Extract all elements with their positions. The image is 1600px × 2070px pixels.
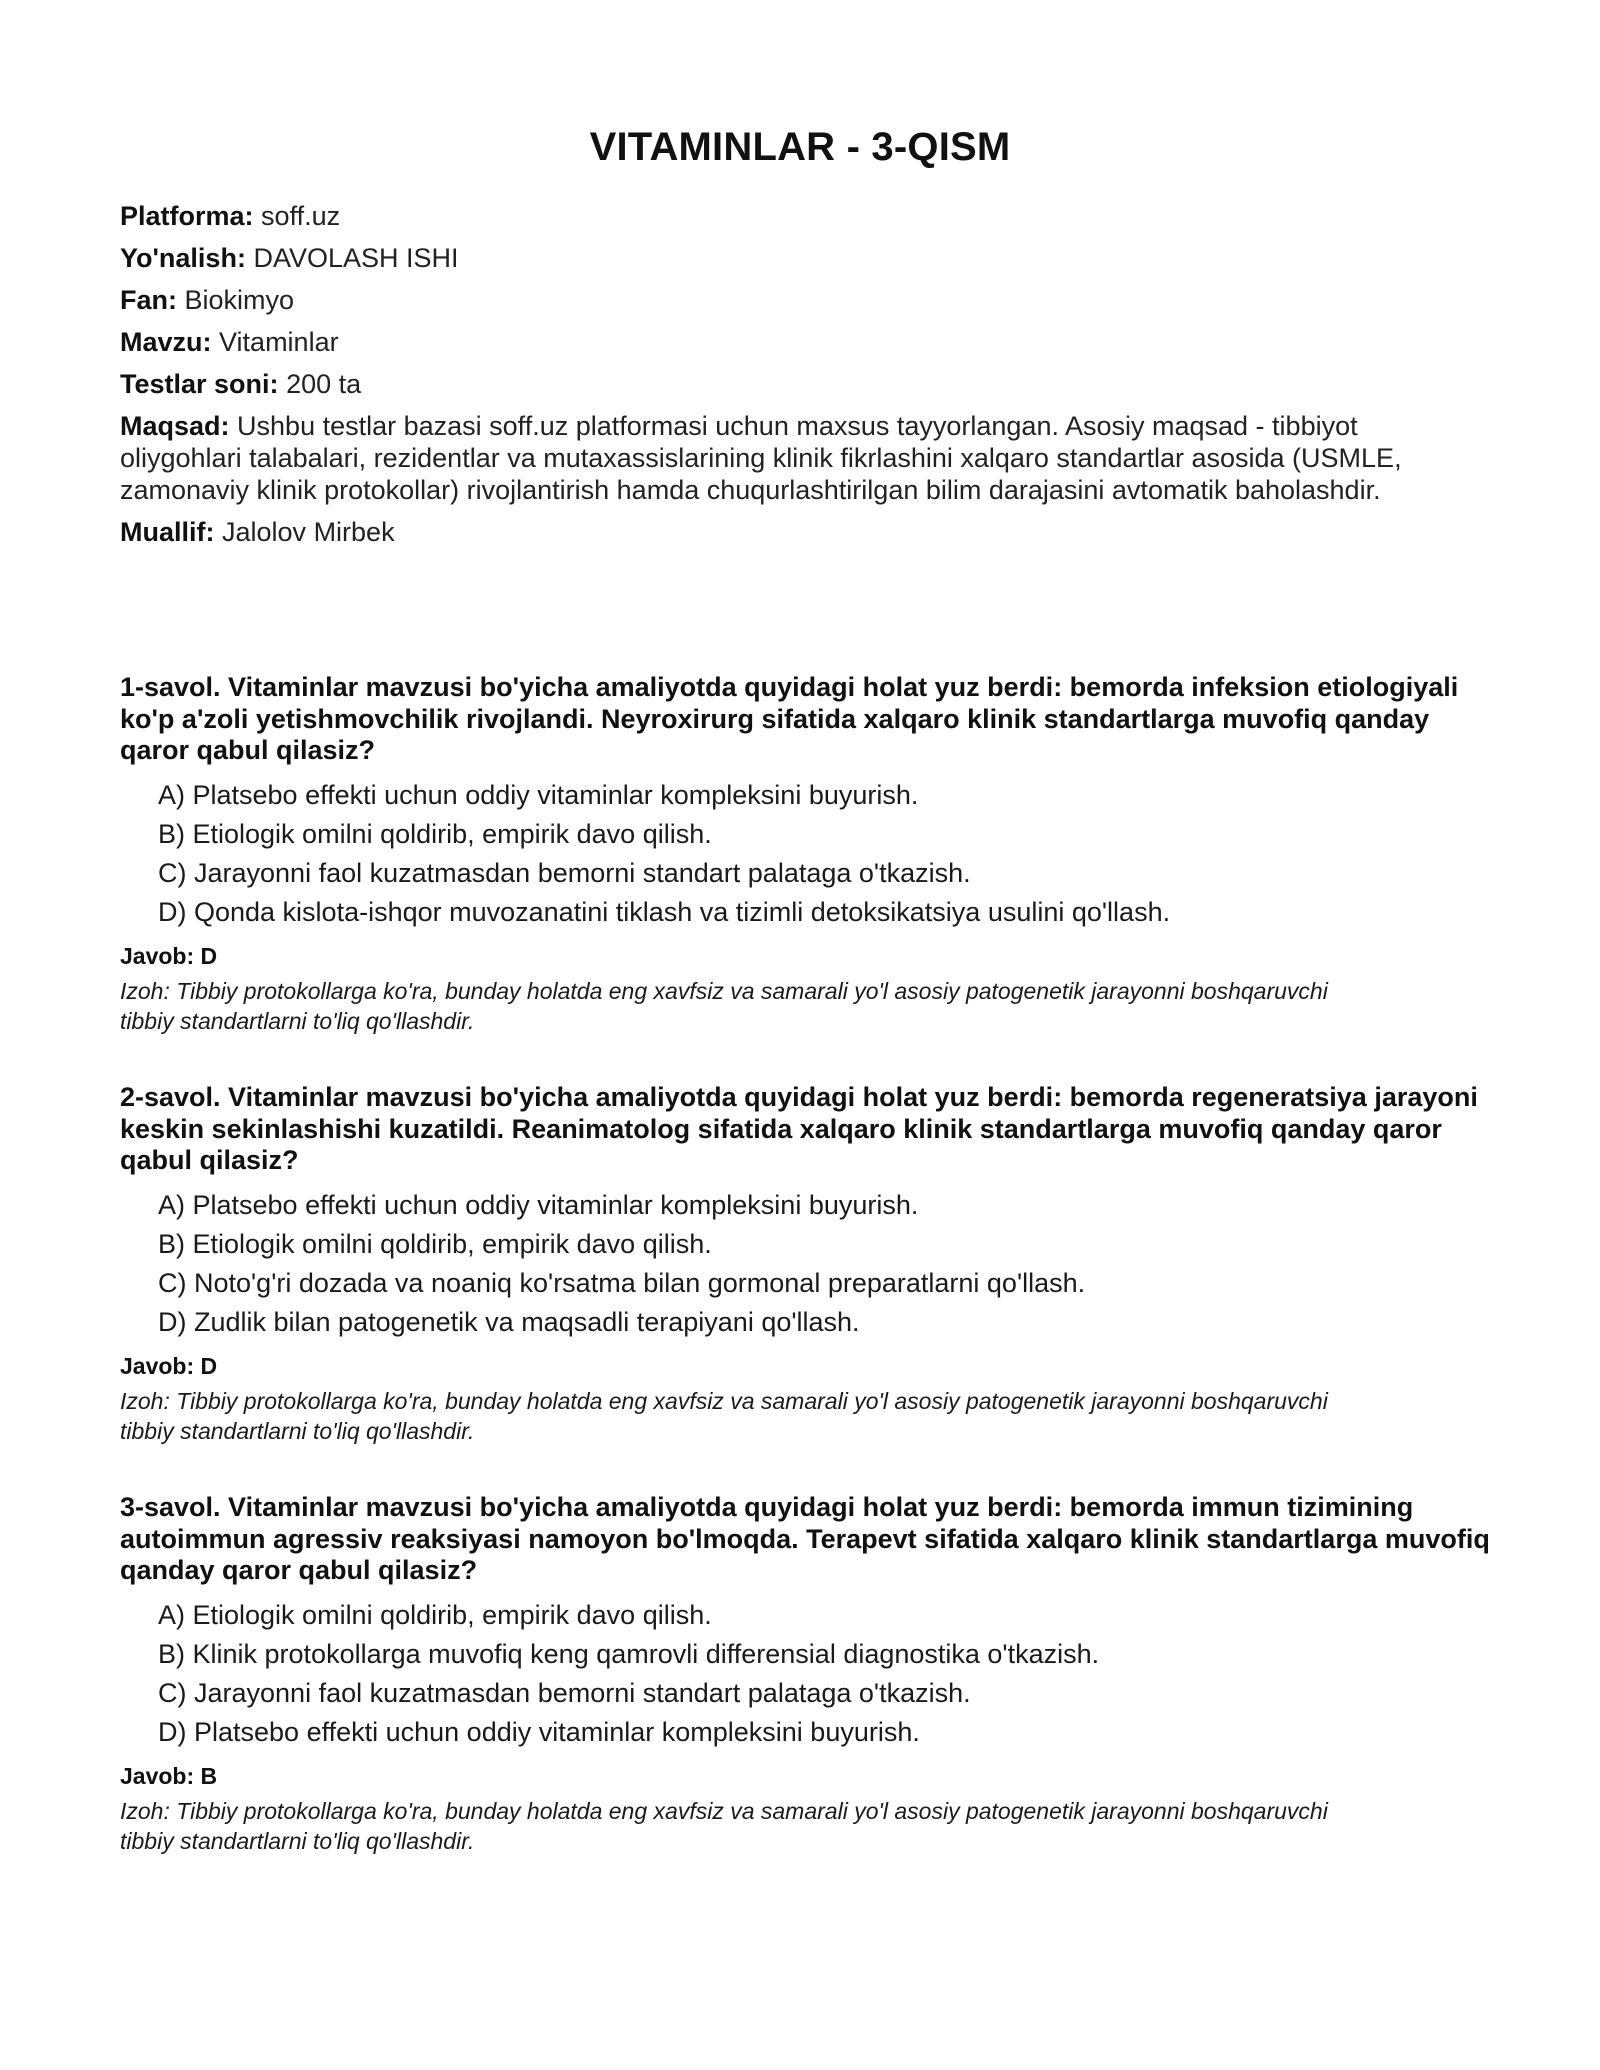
correct-answer: Javob: B (120, 1762, 218, 1789)
option-c: C) Jarayonni faol kuzatmasdan bemorni standart palataga o'tkazish. (158, 1677, 971, 1708)
option-b: B) Etiologik omilni qoldirib, empirik davo qilish. (158, 1228, 712, 1259)
question-2 (120, 1082, 1490, 1446)
answer-explanation: Izoh: Tibbiy protokollarga ko'ra, bunday holatda eng xavfsiz va samarali yo'l asosiy patogenetik jarayonni boshqaruvchi tibbiy standartlarni to'liq qo'llashdir. (120, 977, 1328, 1034)
option-a: A) Etiologik omilni qoldirib, empirik davo qilish. (158, 1599, 712, 1630)
meta-value: Ushbu testlar bazasi soff.uz platformasi uchun maxsus tayyorlangan. Asosiy maqsad - tibbiyot oliygohlari talabalari, rezidentlar va mutaxassislarining klinik fikrlashini xalqaro standartlar asosida (USMLE, zamonaviy klinik protokollar) rivojlantirish hamda chuqurlashtirilgan bilim darajasini avtomatik baholashdir. (120, 411, 1402, 505)
meta-value: Vitaminlar (219, 327, 339, 357)
question-text: 3-savol. Vitaminlar mavzusi bo'yicha amaliyotda quyidagi holat yuz berdi: bemorda immun tizimining autoimmun agressiv reaksiyasi namoyon bo'lmoqda. Terapevt sifatida xalqaro klinik standartlarga muvofiq qanday qaror qabul qilasiz? (120, 1492, 1490, 1585)
meta-fan (120, 284, 1460, 316)
meta-value: DAVOLASH ISHI (253, 243, 459, 273)
meta-yonalish (120, 242, 1460, 274)
option-c: C) Jarayonni faol kuzatmasdan bemorni standart palataga o'tkazish. (158, 857, 971, 888)
document-meta (120, 200, 1460, 558)
answer-explanation: Izoh: Tibbiy protokollarga ko'ra, bunday holatda eng xavfsiz va samarali yo'l asosiy patogenetik jarayonni boshqaruvchi tibbiy standartlarni to'liq qo'llashdir. (120, 1797, 1328, 1854)
meta-label: Muallif: (120, 517, 215, 547)
option-a: A) Platsebo effekti uchun oddiy vitaminlar kompleksini buyurish. (158, 1189, 919, 1220)
answer-options (120, 779, 1490, 928)
question-1 (120, 672, 1490, 1036)
meta-value: Jalolov Mirbek (222, 517, 395, 547)
meta-label: Testlar soni: (120, 369, 279, 399)
meta-label: Yo'nalish: (120, 243, 246, 273)
option-d: D) Qonda kislota-ishqor muvozanatini tiklash va tizimli detoksikatsiya usulini qo'llash. (158, 896, 1171, 927)
meta-label: Platforma: (120, 201, 254, 231)
answer-options (120, 1189, 1490, 1338)
question-text: 1-savol. Vitaminlar mavzusi bo'yicha amaliyotda quyidagi holat yuz berdi: bemorda infeksion etiologiyali ko'p a'zoli yetishmovchilik rivojlandi. Neyroxirurg sifatida xalqaro klinik standartlarga muvofiq qanday qaror qabul qilasiz? (120, 672, 1459, 765)
meta-platforma (120, 200, 1460, 232)
meta-label: Mavzu: (120, 327, 212, 357)
option-c: C) Noto'g'ri dozada va noaniq ko'rsatma bilan gormonal preparatlarni qo'llash. (158, 1267, 1086, 1298)
meta-muallif (120, 516, 1460, 548)
option-a: A) Platsebo effekti uchun oddiy vitaminlar kompleksini buyurish. (158, 779, 919, 810)
meta-label: Maqsad: (120, 411, 230, 441)
question-text: 2-savol. Vitaminlar mavzusi bo'yicha amaliyotda quyidagi holat yuz berdi: bemorda regeneratsiya jarayoni keskin sekinlashishi kuzatildi. Reanimatolog sifatida xalqaro klinik standartlarga muvofiq qanday qaror qabul qilasiz? (120, 1082, 1478, 1175)
meta-maqsad (120, 410, 1460, 506)
option-b: B) Etiologik omilni qoldirib, empirik davo qilish. (158, 818, 712, 849)
option-d: D) Platsebo effekti uchun oddiy vitaminlar kompleksini buyurish. (158, 1716, 920, 1747)
correct-answer: Javob: D (120, 1352, 218, 1379)
correct-answer: Javob: D (120, 942, 218, 969)
option-d: D) Zudlik bilan patogenetik va maqsadli terapiyani qo'llash. (158, 1306, 860, 1337)
meta-value: 200 ta (286, 369, 362, 399)
meta-label: Fan: (120, 285, 177, 315)
option-b: B) Klinik protokollarga muvofiq keng qamrovli differensial diagnostika o'tkazish. (158, 1638, 1100, 1669)
answer-options (120, 1599, 1490, 1748)
question-3 (120, 1492, 1490, 1856)
meta-mavzu (120, 326, 1460, 358)
meta-testlar-soni (120, 368, 1460, 400)
answer-explanation: Izoh: Tibbiy protokollarga ko'ra, bunday holatda eng xavfsiz va samarali yo'l asosiy patogenetik jarayonni boshqaruvchi tibbiy standartlarni to'liq qo'llashdir. (120, 1387, 1328, 1444)
meta-value: Biokimyo (184, 285, 295, 315)
meta-value: soff.uz (261, 201, 341, 231)
document-title: VITAMINLAR - 3-QISM (589, 125, 1011, 169)
